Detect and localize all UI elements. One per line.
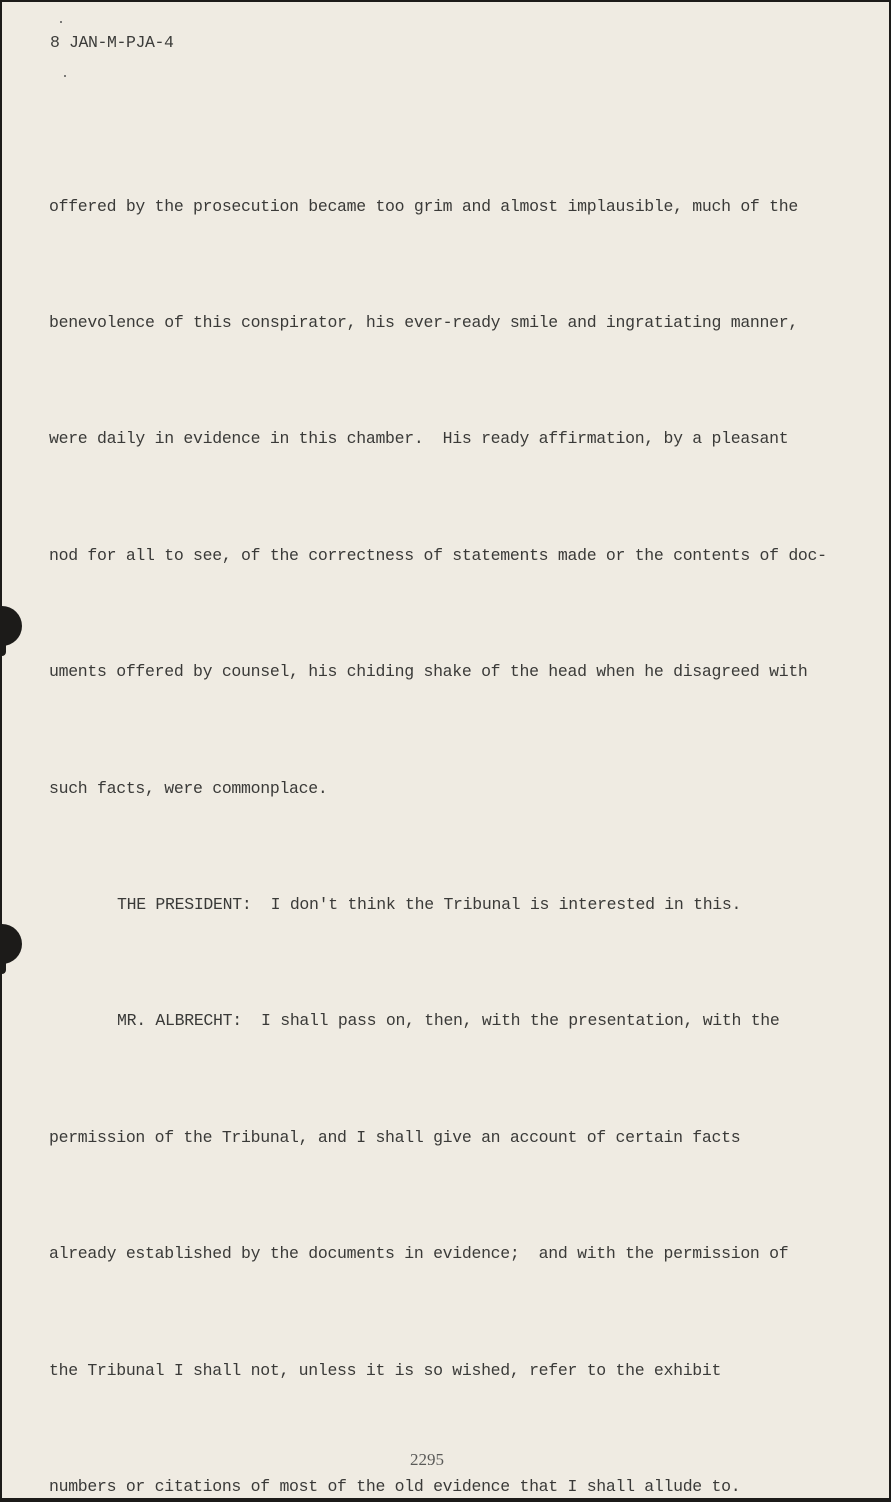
body-line: already established by the documents in evidence; and with the permission of [49, 1244, 789, 1264]
margin-mark [60, 21, 62, 23]
punch-hole [2, 606, 22, 646]
body-line: offered by the prosecution became too grim and almost implausible, much of the [49, 196, 798, 216]
page-number: 2295 [410, 1450, 444, 1469]
body-line: benevolence of this conspirator, his ever-ready smile and ingratiating manner, [49, 312, 798, 332]
body-line: the Tribunal I shall not, unless it is so wished, refer to the exhibit [49, 1360, 722, 1380]
body-line: such facts, were commonplace. [49, 778, 328, 798]
body-line: uments offered by counsel, his chiding shake of the head when he disagreed with [49, 662, 808, 682]
page-reference: 8 JAN-M-PJA-4 [50, 33, 174, 52]
speaker-line-president: THE PRESIDENT: I don't think the Tribunal is interested in this. [117, 894, 742, 914]
punch-hole [2, 924, 22, 964]
body-line: numbers or citations of most of the old evidence that I shall allude to. [49, 1476, 741, 1496]
margin-mark [64, 75, 66, 77]
document-page [2, 2, 889, 1498]
body-line: were daily in evidence in this chamber. His ready affirmation, by a pleasant [49, 429, 789, 449]
body-line: permission of the Tribunal, and I shall give an account of certain facts [49, 1127, 741, 1147]
body-line: nod for all to see, of the correctness of statements made or the contents of doc- [49, 545, 827, 565]
speaker-line-albrecht: MR. ALBRECHT: I shall pass on, then, with the presentation, with the [117, 1011, 780, 1031]
document-body [49, 110, 839, 1498]
